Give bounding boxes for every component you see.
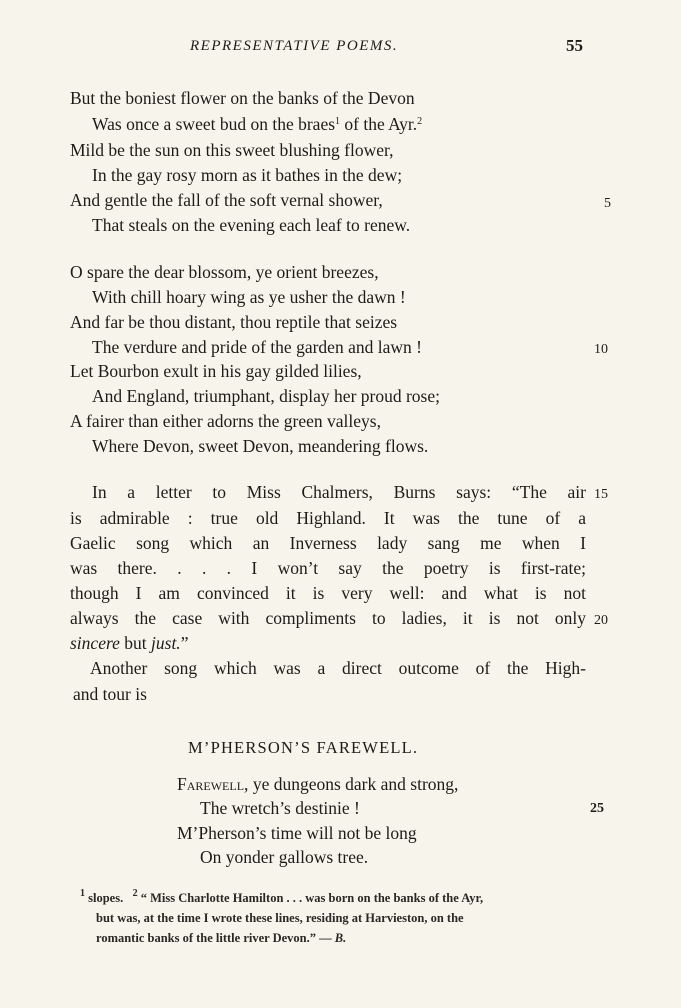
verse-line: And gentle the fall of the soft vernal shower,: [70, 190, 383, 210]
footnote-line: but was, at the time I wrote these lines, residing at Harvieston, on the: [96, 911, 464, 925]
verse-line: On yonder gallows tree.: [200, 847, 369, 867]
line-number: 15: [594, 487, 608, 502]
prose-line: and tour is: [73, 684, 147, 704]
verse-line: O spare the dear blossom, ye orient breezes,: [70, 262, 379, 282]
footnote-mark: 2: [132, 888, 138, 899]
page-number: 55: [566, 36, 583, 55]
verse-text: of the Ayr.: [340, 114, 418, 134]
verse-line: In the gay rosy morn as it bathes in the dew;: [92, 165, 403, 185]
verse-line: [177, 776, 458, 794]
footnote-text: romantic banks of the little river Devon.” —: [96, 931, 335, 945]
verse-line: But the boniest flower on the banks of the Devon: [70, 88, 415, 108]
footnote-signature: B.: [334, 931, 347, 945]
prose-line: though I am convinced it is very well: and what is not: [70, 583, 586, 603]
line-number: 10: [594, 342, 608, 357]
verse-line: Mild be the sun on this sweet blushing flower,: [70, 140, 394, 160]
prose-text: ”: [180, 633, 189, 653]
verse-line: M’Pherson’s time will not be long: [177, 823, 417, 843]
poem-title: M’PHERSON’S FAREWELL.: [188, 738, 419, 757]
line-number: 25: [590, 801, 604, 816]
footnote-line: [96, 932, 612, 945]
verse-line: Let Bourbon exult in his gay gilded lilies,: [70, 361, 362, 381]
verse-line: With chill hoary wing as ye usher the dawn !: [92, 287, 406, 307]
prose-line: always the case with compliments to ladies, it is not only: [70, 608, 586, 628]
running-title: REPRESENTATIVE POEMS.: [190, 38, 399, 54]
footnote-ref-2: 2: [417, 116, 423, 127]
footnote-text: “ Miss Charlotte Hamilton . . . was born on the banks of the Ayr,: [137, 891, 484, 905]
verse-text: ye dungeons dark and strong,: [248, 774, 459, 794]
verse-line: [92, 116, 422, 134]
prose-line: [70, 635, 586, 653]
prose-line: Another song which was a direct outcome of the High-: [90, 658, 586, 678]
verse-line: And England, triumphant, display her proud rose;: [92, 386, 440, 406]
verse-line: Where Devon, sweet Devon, meandering flows.: [92, 436, 429, 456]
line-number: 5: [604, 196, 611, 211]
prose-line: In a letter to Miss Chalmers, Burns says: “The air: [92, 482, 586, 502]
line-number: 20: [594, 613, 608, 628]
verse-line: The wretch’s destinie !: [200, 798, 360, 818]
emphasis-text: just.: [151, 633, 181, 653]
footnote-ref-1: 1: [335, 116, 341, 127]
prose-line: is admirable : true old Highland. It was the tune of a: [70, 508, 586, 528]
footnote-line: [80, 888, 596, 905]
prose-line: Gaelic song which an Inverness lady sang me when I: [70, 533, 586, 553]
verse-line: That steals on the evening each leaf to renew.: [92, 215, 411, 235]
footnote-text: slopes.: [85, 891, 124, 905]
verse-line: And far be thou distant, thou reptile that seizes: [70, 312, 398, 332]
verse-text: Was once a sweet bud on the braes: [92, 114, 336, 134]
verse-line: A fairer than either adorns the green valleys,: [70, 411, 381, 431]
verse-line: The verdure and pride of the garden and lawn !: [92, 337, 422, 357]
footnote-mark: 1: [80, 888, 85, 899]
prose-text: but: [119, 633, 152, 653]
prose-line: was there. . . . I won’t say the poetry is first-rate;: [70, 558, 586, 578]
emphasis-text: sincere: [70, 633, 120, 653]
opening-word: Farewell,: [177, 774, 249, 794]
